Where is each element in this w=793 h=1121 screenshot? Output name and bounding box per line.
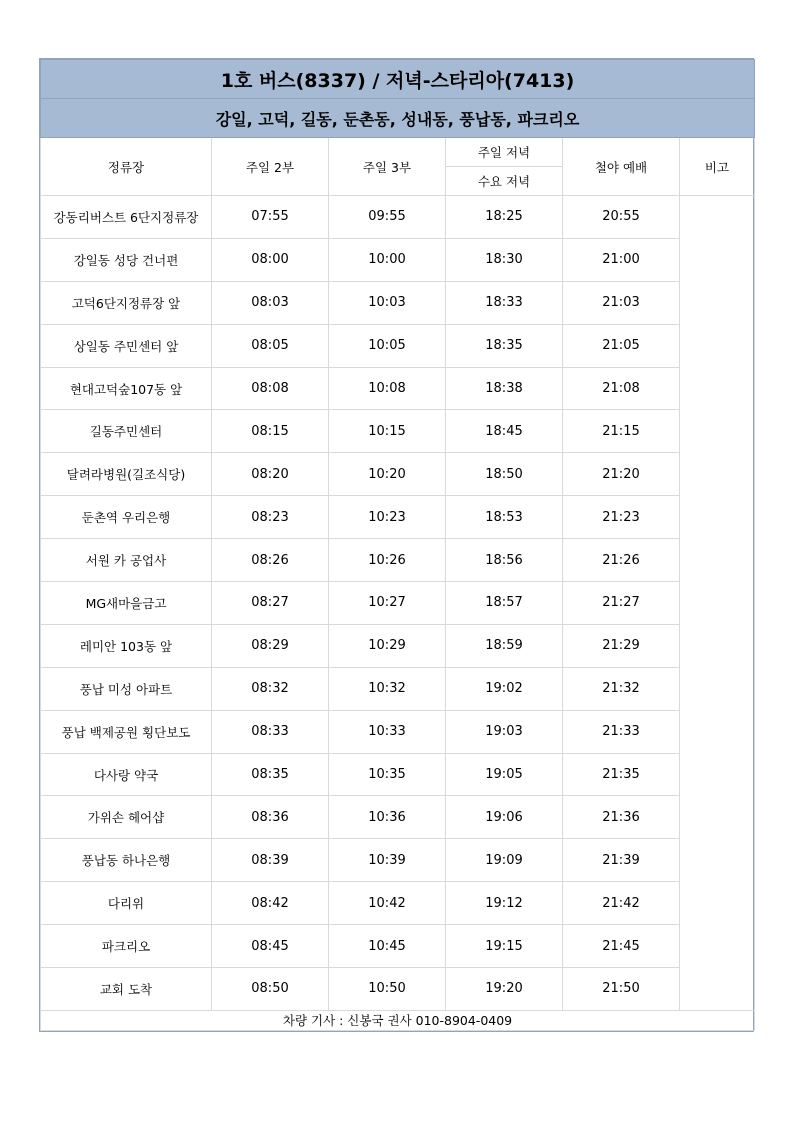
stop-name: 서원 카 공업사: [41, 539, 212, 582]
time-evening: 19:12: [446, 882, 563, 925]
driver-contact: 차량 기사 : 신봉국 권사 010-8904-0409: [41, 1010, 755, 1030]
time-sunday-3: 10:15: [329, 410, 446, 453]
time-sunday-2: 08:00: [212, 238, 329, 281]
time-evening: 18:38: [446, 367, 563, 410]
time-overnight: 21:05: [563, 324, 680, 367]
time-evening: 18:50: [446, 453, 563, 496]
time-sunday-3: 10:03: [329, 281, 446, 324]
time-evening: 18:33: [446, 281, 563, 324]
stop-name: 풍납 백제공원 횡단보도: [41, 710, 212, 753]
stop-name: 레미안 103동 앞: [41, 624, 212, 667]
table-row: [41, 367, 755, 410]
time-evening: 18:45: [446, 410, 563, 453]
header-sunday-3: 주일 3부: [329, 138, 446, 196]
table-row: [41, 281, 755, 324]
stop-name: 상일동 주민센터 앞: [41, 324, 212, 367]
time-sunday-2: 08:35: [212, 753, 329, 796]
stop-name: 길동주민센터: [41, 410, 212, 453]
time-evening: 19:02: [446, 667, 563, 710]
time-evening: 19:09: [446, 839, 563, 882]
time-sunday-3: 10:33: [329, 710, 446, 753]
time-sunday-2: 08:05: [212, 324, 329, 367]
time-sunday-3: 09:55: [329, 196, 446, 239]
time-sunday-3: 10:05: [329, 324, 446, 367]
time-sunday-2: 08:23: [212, 496, 329, 539]
table-row: [41, 453, 755, 496]
stop-name: 강동리버스트 6단지정류장: [41, 196, 212, 239]
time-overnight: 21:15: [563, 410, 680, 453]
route-areas: 강일, 고덕, 길동, 둔촌동, 성내동, 풍납동, 파크리오: [41, 99, 755, 138]
time-sunday-3: 10:27: [329, 582, 446, 625]
header-sunday-2: 주일 2부: [212, 138, 329, 196]
time-overnight: 21:36: [563, 796, 680, 839]
table-row: [41, 582, 755, 625]
time-sunday-2: 08:15: [212, 410, 329, 453]
time-evening: 18:57: [446, 582, 563, 625]
stop-name: 강일동 성당 건너편: [41, 238, 212, 281]
schedule-table: [40, 59, 755, 1031]
time-overnight: 21:32: [563, 667, 680, 710]
time-overnight: 21:00: [563, 238, 680, 281]
table-row: [41, 496, 755, 539]
time-sunday-2: 08:39: [212, 839, 329, 882]
time-evening: 19:20: [446, 968, 563, 1011]
header-stop: 정류장: [41, 138, 212, 196]
time-sunday-3: 10:36: [329, 796, 446, 839]
time-overnight: 21:39: [563, 839, 680, 882]
table-row: [41, 968, 755, 1011]
time-sunday-3: 10:32: [329, 667, 446, 710]
time-evening: 18:56: [446, 539, 563, 582]
table-row: [41, 539, 755, 582]
time-sunday-3: 10:39: [329, 839, 446, 882]
time-evening: 18:53: [446, 496, 563, 539]
stop-name: 풍납 미성 아파트: [41, 667, 212, 710]
time-sunday-2: 08:29: [212, 624, 329, 667]
time-evening: 18:25: [446, 196, 563, 239]
time-sunday-3: 10:08: [329, 367, 446, 410]
stop-name: MG새마을금고: [41, 582, 212, 625]
time-overnight: 21:23: [563, 496, 680, 539]
table-row: [41, 624, 755, 667]
time-sunday-3: 10:45: [329, 925, 446, 968]
time-sunday-2: 08:32: [212, 667, 329, 710]
table-row: [41, 710, 755, 753]
note-cell: [680, 196, 755, 1011]
time-sunday-3: 10:26: [329, 539, 446, 582]
time-sunday-3: 10:20: [329, 453, 446, 496]
time-sunday-2: 08:45: [212, 925, 329, 968]
table-row: [41, 753, 755, 796]
time-overnight: 21:50: [563, 968, 680, 1011]
time-sunday-2: 08:26: [212, 539, 329, 582]
time-sunday-3: 10:00: [329, 238, 446, 281]
time-sunday-2: 08:42: [212, 882, 329, 925]
header-note: 비고: [680, 138, 755, 196]
time-sunday-2: 07:55: [212, 196, 329, 239]
stop-name: 교회 도착: [41, 968, 212, 1011]
time-sunday-3: 10:50: [329, 968, 446, 1011]
time-overnight: 21:45: [563, 925, 680, 968]
time-evening: 18:59: [446, 624, 563, 667]
stop-name: 가위손 헤어샵: [41, 796, 212, 839]
table-row: [41, 410, 755, 453]
time-overnight: 20:55: [563, 196, 680, 239]
stop-name: 풍납동 하나은행: [41, 839, 212, 882]
time-overnight: 21:08: [563, 367, 680, 410]
time-overnight: 21:35: [563, 753, 680, 796]
bus-schedule-sheet: [39, 58, 754, 1032]
time-evening: 18:35: [446, 324, 563, 367]
stop-name: 다사랑 약국: [41, 753, 212, 796]
header-sunday-evening: 주일 저녁: [446, 138, 563, 167]
time-overnight: 21:26: [563, 539, 680, 582]
time-sunday-3: 10:35: [329, 753, 446, 796]
time-overnight: 21:33: [563, 710, 680, 753]
table-row: [41, 238, 755, 281]
stop-name: 현대고덕숲107동 앞: [41, 367, 212, 410]
stop-name: 파크리오: [41, 925, 212, 968]
time-evening: 18:30: [446, 238, 563, 281]
stop-name: 달려라병원(길조식당): [41, 453, 212, 496]
time-overnight: 21:20: [563, 453, 680, 496]
header-overnight: 철야 예배: [563, 138, 680, 196]
stop-name: 다리위: [41, 882, 212, 925]
time-overnight: 21:03: [563, 281, 680, 324]
table-row: [41, 796, 755, 839]
table-row: [41, 839, 755, 882]
header-wednesday-evening: 수요 저녁: [446, 167, 563, 196]
time-sunday-2: 08:03: [212, 281, 329, 324]
time-sunday-2: 08:50: [212, 968, 329, 1011]
time-evening: 19:03: [446, 710, 563, 753]
table-row: [41, 667, 755, 710]
table-row: [41, 324, 755, 367]
time-evening: 19:15: [446, 925, 563, 968]
time-overnight: 21:29: [563, 624, 680, 667]
table-row: [41, 925, 755, 968]
time-evening: 19:05: [446, 753, 563, 796]
time-sunday-3: 10:23: [329, 496, 446, 539]
time-overnight: 21:42: [563, 882, 680, 925]
time-sunday-2: 08:33: [212, 710, 329, 753]
table-row: [41, 882, 755, 925]
schedule-title: 1호 버스(8337) / 저녁-스타리아(7413): [41, 60, 755, 99]
time-sunday-3: 10:29: [329, 624, 446, 667]
time-sunday-2: 08:08: [212, 367, 329, 410]
time-overnight: 21:27: [563, 582, 680, 625]
stop-name: 고덕6단지정류장 앞: [41, 281, 212, 324]
stop-name: 둔촌역 우리은행: [41, 496, 212, 539]
time-sunday-2: 08:36: [212, 796, 329, 839]
time-sunday-2: 08:27: [212, 582, 329, 625]
time-sunday-2: 08:20: [212, 453, 329, 496]
time-evening: 19:06: [446, 796, 563, 839]
time-sunday-3: 10:42: [329, 882, 446, 925]
table-row: [41, 196, 755, 239]
